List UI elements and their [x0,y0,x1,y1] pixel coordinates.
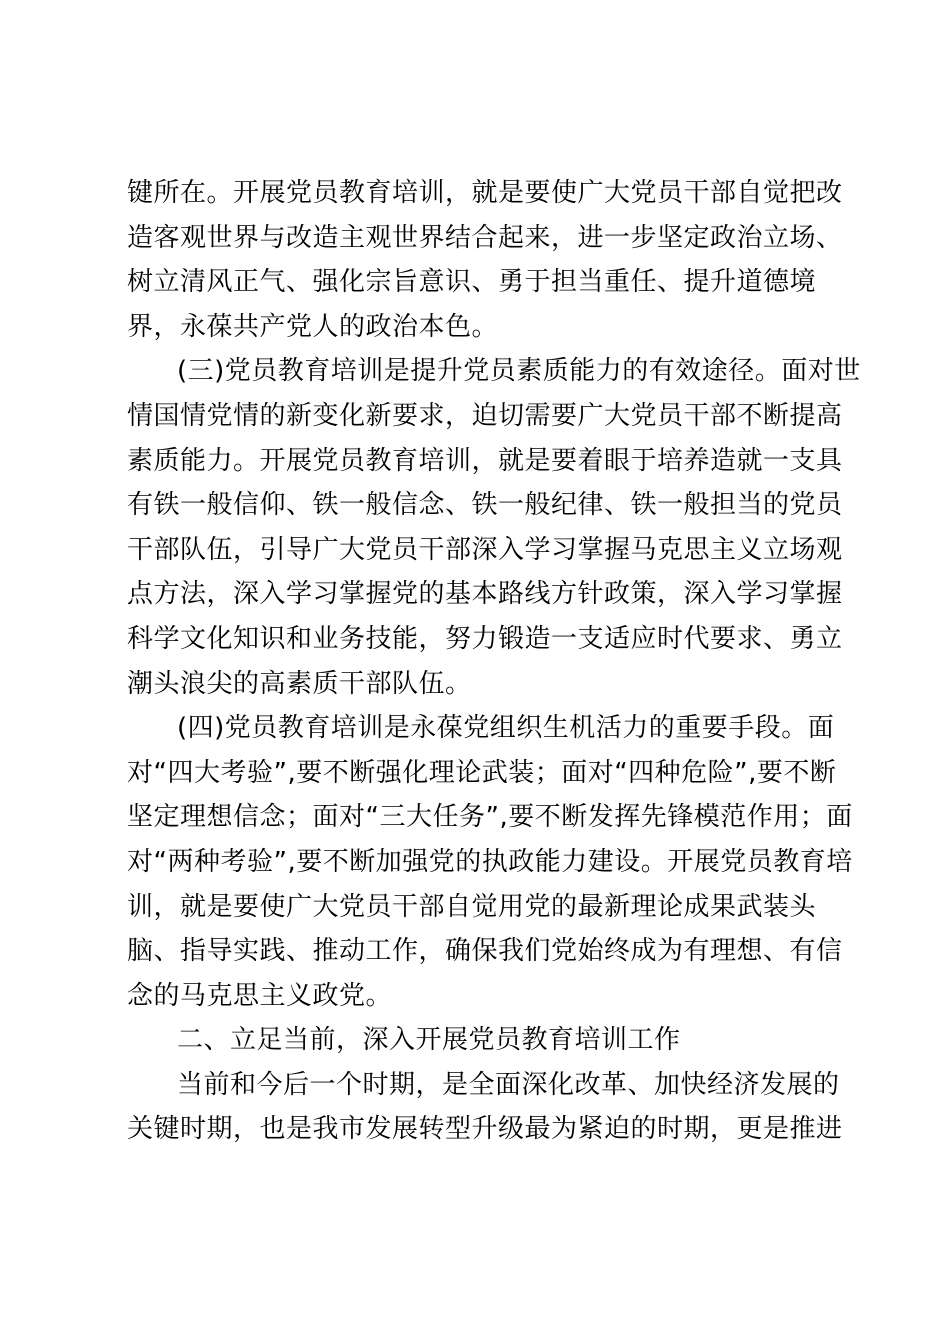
text-line: 键所在。开展党员教育培训，就是要使广大党员干部自觉把改 [127,178,843,208]
text-line: 潮头浪尖的高素质干部队伍。 [127,668,472,699]
paragraph-first-line: (四)党员教育培训是永葆党组织生机活力的重要手段。面 [177,713,835,744]
text-line: 干部队伍，引导广大党员干部深入学习掌握马克思主义立场观 [127,534,843,565]
text-line: 造客观世界与改造主观世界结合起来，进一步坚定政治立场、 [127,222,843,253]
text-line: 关键时期，也是我市发展转型升级最为紧迫的时期，更是推进 [127,1114,843,1145]
text-line: 情国情党情的新变化新要求，迫切需要广大党员干部不断提高 [127,400,843,431]
paragraph-first-line: 二、立足当前，深入开展党员教育培训工作 [177,1025,681,1056]
text-line: 对“四大考验”,要不断强化理论武装；面对“四种危险”,要不断 [127,757,837,788]
text-line: 坚定理想信念；面对“三大任务”,要不断发挥先锋模范作用；面 [127,802,853,833]
text-line: 树立清风正气、强化宗旨意识、勇于担当重任、提升道德境 [127,267,817,298]
text-line: 脑、指导实践、推动工作，确保我们党始终成为有理想、有信 [127,936,843,967]
text-line: 点方法，深入学习掌握党的基本路线方针政策，深入学习掌握 [127,579,843,610]
text-line: 有铁一般信仰、铁一般信念、铁一般纪律、铁一般担当的党员 [127,490,843,521]
text-line: 念的马克思主义政党。 [127,980,393,1011]
text-line: 训，就是要使广大党员干部自觉用党的最新理论成果武装头 [127,891,817,922]
text-line: 界，永葆共产党人的政治本色。 [127,311,499,342]
text-line: 对“两种考验”,要不断加强党的执政能力建设。开展党员教育培 [127,846,853,877]
text-line: 科学文化知识和业务技能，努力锻造一支适应时代要求、勇立 [127,623,843,654]
paragraph-first-line: (三)党员教育培训是提升党员素质能力的有效途径。面对世 [177,356,861,387]
text-line: 素质能力。开展党员教育培训，就是要着眼于培养造就一支具 [127,445,843,476]
body-text [127,171,861,1152]
paragraph-first-line: 当前和今后一个时期，是全面深化改革、加快经济发展的 [177,1069,840,1100]
